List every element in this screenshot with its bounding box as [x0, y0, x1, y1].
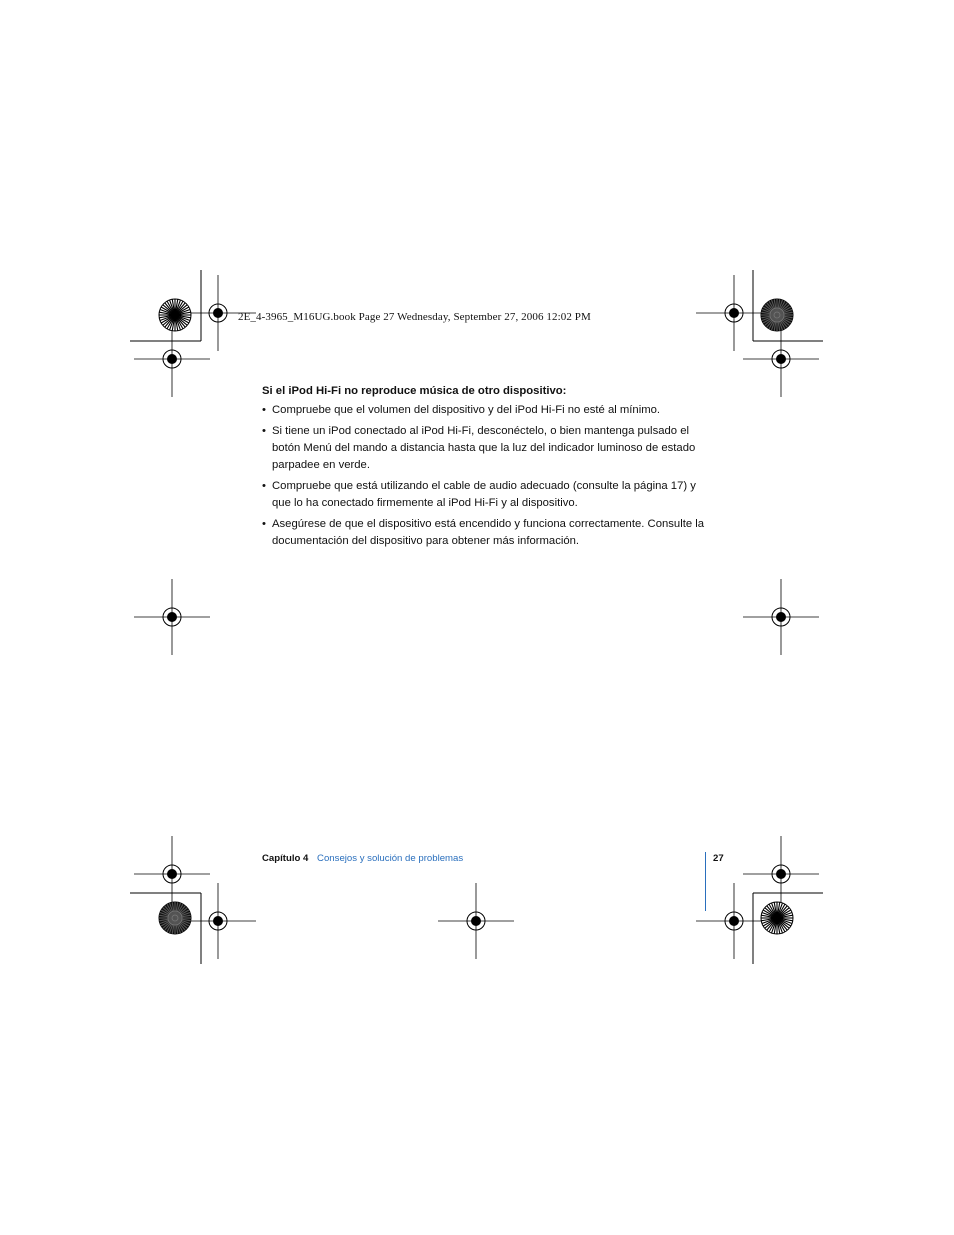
registration-mark: [134, 579, 210, 655]
list-item: • Compruebe que el volumen del dispositivo y del iPod Hi-Fi no esté al mínimo.: [262, 402, 712, 419]
page-footer: [262, 853, 463, 864]
registration-mark: [743, 321, 819, 397]
chapter-label: Capítulo 4: [262, 853, 309, 864]
bullet-list: [262, 402, 712, 550]
star-target: [159, 902, 191, 934]
list-item: • Compruebe que está utilizando el cable de audio adecuado (consulte la página 17) y que lo ha conectado firmemente al iPod Hi-Fi y al dispositivo.: [262, 478, 712, 513]
page-number: 27: [713, 853, 724, 864]
star-target: [761, 902, 793, 934]
registration-mark: [134, 321, 210, 397]
registration-mark: [134, 836, 210, 912]
footer-rule: [705, 852, 706, 911]
star-target: [159, 299, 191, 331]
main-content: [262, 383, 712, 554]
registration-mark: [180, 883, 256, 959]
registration-mark: [696, 275, 772, 351]
list-item: • Si tiene un iPod conectado al iPod Hi-Fi, desconéctelo, o bien mantenga pulsado el botón Menú del mando a distancia hasta que la luz del indicador luminoso de estado parpadee en verde.: [262, 423, 712, 475]
registration-mark: [743, 836, 819, 912]
registration-mark: [438, 883, 514, 959]
list-item: • Asegúrese de que el dispositivo está encendido y funciona correctamente. Consulte la documentación del dispositivo para obtener más información.: [262, 516, 712, 551]
registration-mark: [696, 883, 772, 959]
chapter-title: Consejos y solución de problemas: [317, 853, 464, 864]
star-target: [761, 299, 793, 331]
section-heading: Si el iPod Hi-Fi no reproduce música de otro dispositivo:: [262, 385, 567, 397]
print-slug: 2E_4-3965_M16UG.book Page 27 Wednesday, September 27, 2006 12:02 PM: [238, 311, 591, 323]
registration-mark: [743, 579, 819, 655]
